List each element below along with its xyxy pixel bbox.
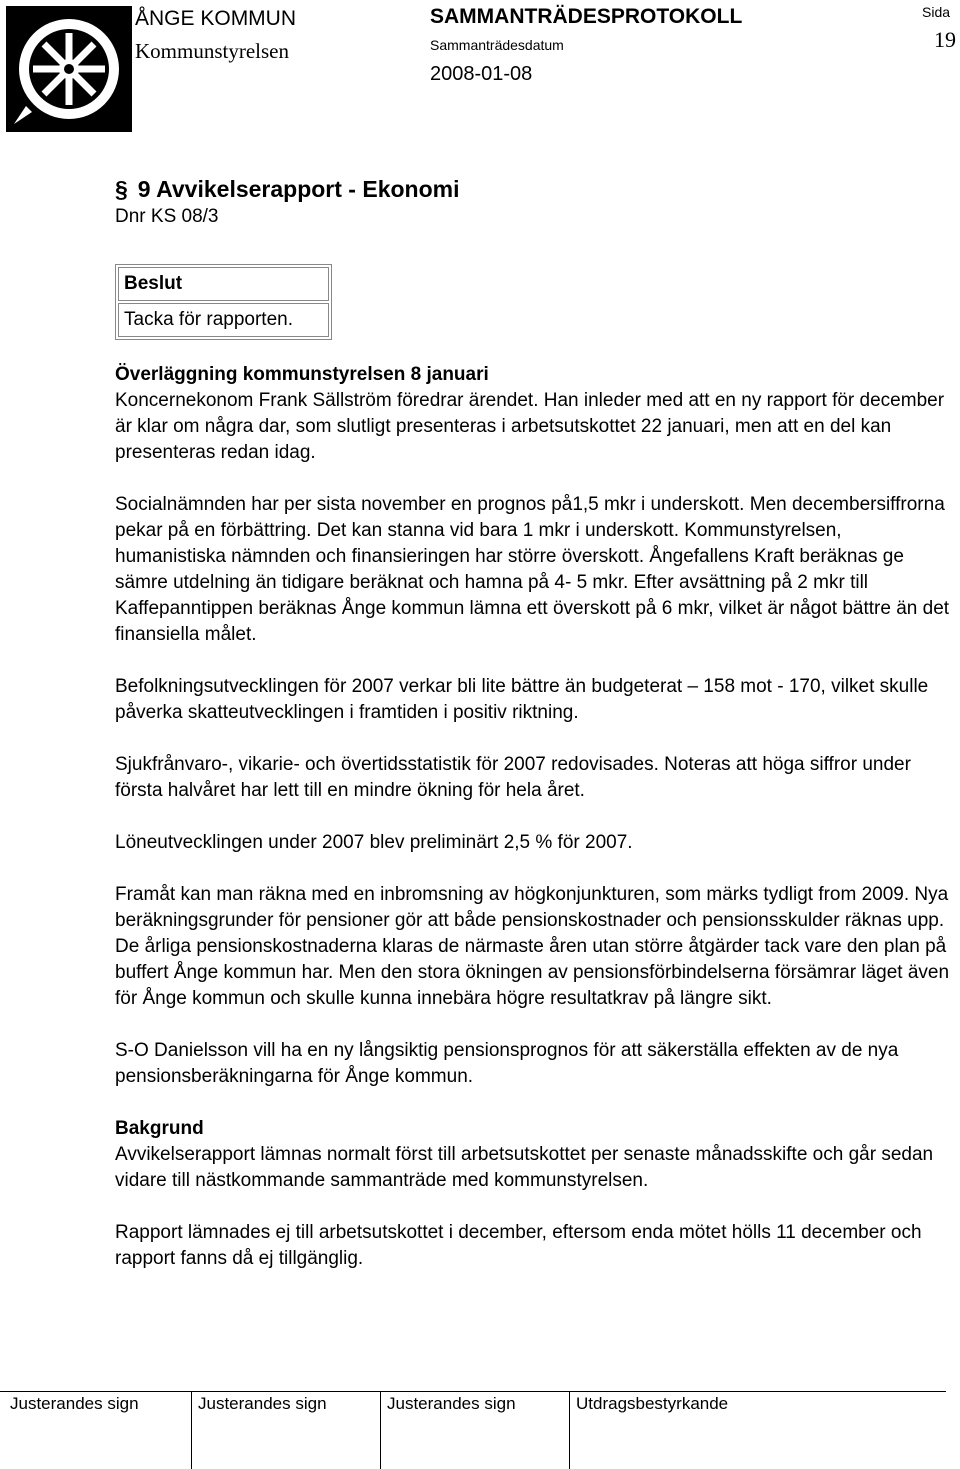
background-paragraph: Avvikelserapport lämnas normalt först till arbetsutskottet per senaste månadsskifte och går sedan vidare till nästkommande sammanträde med kommunstyrelsen. <box>115 1144 934 1191</box>
meeting-date-label: Sammanträdesdatum <box>430 37 564 53</box>
deliberation-paragraph: Socialnämnden har per sista november en prognos på1,5 mkr i underskott. Men decembersiffrorna pekar på en förbättring. Det kan stanna vid bara 1 mkr i underskott. Kommunstyrelsen, humanistiska nämnden och finansieringen har större överskott. Ångefallens Kraft beräknas ge sämre utdelning än tidigare beräknat och hamna på 4- 5 mkr. Efter avsättning på 2 mkr till Kaffepanntippen beräknas Ånge kommun lämna ett överskott på 6 mkr, vilket är något bättre än det finansiella målet. <box>115 494 950 645</box>
footer-divider <box>380 1391 381 1469</box>
committee-name: Kommunstyrelsen <box>135 39 289 63</box>
municipality-logo-icon <box>6 6 132 132</box>
footer-divider <box>191 1391 192 1469</box>
deliberation-paragraph: Sjukfrånvaro-, vikarie- och övertidsstatistik för 2007 redovisades. Noteras att höga siffror under första halvåret har lett till en mindre ökning för hela året. <box>115 754 911 801</box>
footer-divider <box>569 1391 570 1469</box>
document-type: SAMMANTRÄDESPROTOKOLL <box>430 5 743 28</box>
deliberation-paragraph: Löneutvecklingen under 2007 blev preliminärt 2,5 % för 2007. <box>115 832 633 853</box>
section-title-text: 9 Avvikelserapport - Ekonomi <box>137 176 460 202</box>
decision-box <box>115 264 332 340</box>
deliberation-paragraph: Framåt kan man räkna med en inbromsning av högkonjunkturen, som märks tydligt from 2009. Nya beräkningsgrunder för pensioner gör att både pensionskostnader och pensionsskulder räknas upp. De årliga pensionskostnaderna klaras de närmaste åren utan större åtgärder tack vare den plan på buffert Ånge kommun har. Men den stora ökningen av pensionsförbindelserna försämrar läget även för Ånge kommun och skulle kunna innebära högre resultatkrav på längre sikt. <box>115 884 950 1009</box>
case-number: Dnr KS 08/3 <box>115 206 219 227</box>
footer-rule <box>0 1391 946 1392</box>
municipality-name: ÅNGE KOMMUN <box>135 7 297 30</box>
deliberation-heading: Överläggning kommunstyrelsen 8 januari <box>115 364 489 385</box>
decision-text: Tacka för rapporten. <box>118 303 329 337</box>
background-paragraph: Rapport lämnades ej till arbetsutskottet i december, eftersom enda mötet hölls 11 december och rapport fanns då ej tillgänglig. <box>115 1222 922 1269</box>
decision-heading: Beslut <box>118 267 329 301</box>
footer-certification: Utdragsbestyrkande <box>576 1394 729 1413</box>
footer-signature-2: Justerandes sign <box>198 1394 327 1413</box>
document-body <box>115 174 953 1298</box>
page-label: Sida <box>922 4 951 20</box>
footer-signature-3: Justerandes sign <box>387 1394 516 1413</box>
meeting-date: 2008-01-08 <box>430 63 533 85</box>
footer-signature-1: Justerandes sign <box>10 1394 139 1413</box>
deliberation-paragraph: Koncernekonom Frank Sällström föredrar ärendet. Han inleder med att en ny rapport för december är klar om några dar, som slutligt presenteras i arbetsutskottet 22 januari, men att en del kan presenteras redan idag. <box>115 390 945 463</box>
deliberation-paragraph: S-O Danielsson vill ha en ny långsiktig pensionsprognos för att säkerställa effekten av de nya pensionsberäkningarna för Ånge kommun. <box>115 1040 899 1087</box>
section-title <box>115 174 953 204</box>
deliberation-paragraph: Befolkningsutvecklingen för 2007 verkar bli lite bättre än budgeterat – 158 mot - 170, vilket skulle påverka skatteutvecklingen i framtiden i positiv riktning. <box>115 676 929 723</box>
page-number: 19 <box>934 27 956 52</box>
background-heading: Bakgrund <box>115 1118 204 1139</box>
paragraph-symbol: § <box>115 176 128 202</box>
